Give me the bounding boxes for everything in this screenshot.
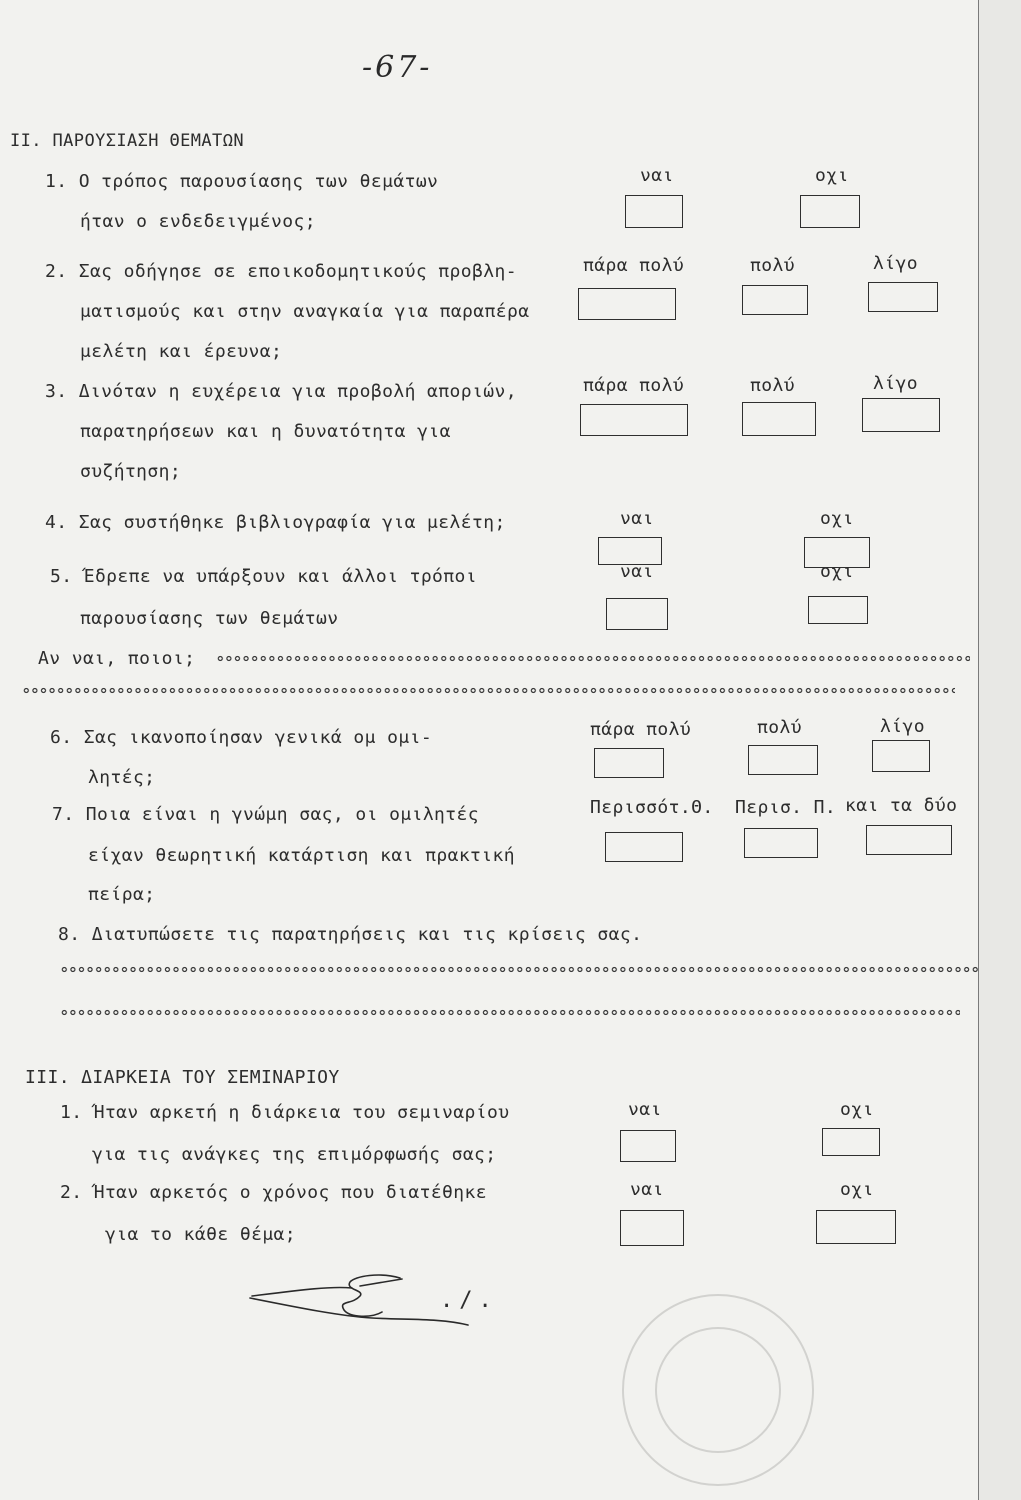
stamp [623,1295,813,1485]
q6-option-much-label: πολύ [757,717,802,738]
q5-option-no-label: οχι [820,561,854,582]
q3-text-line: συζήτηση; [80,461,182,482]
q7-text-line: πείρα; [88,884,156,905]
q3-option-much-label: πολύ [750,375,795,396]
q7-option-theory-label: Περισσότ.Θ. [590,797,714,818]
q3-text-line: 3. Δινόταν η ευχέρεια για προβολή αποριών, [45,381,517,402]
q5-text-line: 5. Έδρεπε να υπάρξουν και άλλοι τρόποι [50,566,478,587]
signature [250,1275,468,1325]
iii-q2-text-line: 2. Ήταν αρκετός ο χρόνος που διατέθηκε [60,1182,488,1203]
q2-text-line: ματισμούς και στην αναγκαία για παραπέρα [80,301,530,322]
q3-option-very-much-label: πάρα πολύ [583,375,685,396]
section-ii-heading: II. ΠΑΡΟΥΣΙΑΣΗ ΘΕΜΑΤΩΝ [10,131,244,151]
stamp-inner-ring [656,1328,780,1452]
q1-option-yes-label: ναι [640,165,674,186]
iii-q1-option-yes-label: ναι [628,1099,662,1120]
q6-text-line: λητές; [88,767,156,788]
q7-text-line: 7. Ποια είναι η γνώμη σας, οι ομιλητές [52,804,480,825]
q1-text-line: ήταν ο ενδεδειγμένος; [80,211,316,232]
q2-text-line: 2. Σας οδήγησε σε εποικοδομητικούς προβλη- [45,261,517,282]
stamp-outer-ring [623,1295,813,1485]
q6-option-little-label: λίγο [880,716,925,737]
q5-option-yes-label: ναι [620,561,654,582]
q4-option-yes-label: ναι [620,508,654,529]
q6-option-very-much-label: πάρα πολύ [590,719,692,740]
q2-text-line: μελέτη και έρευνα; [80,341,283,362]
q5-text-line: παρουσίασης των θεμάτων [80,608,339,629]
q1-option-no-label: οχι [815,165,849,186]
continuation-mark: ./. [440,1288,498,1313]
q2-option-much-label: πολύ [750,255,795,276]
iii-q2-option-yes-label: ναι [630,1179,664,1200]
q2-option-very-much-label: πάρα πολύ [583,255,685,276]
q3-option-little-label: λίγο [873,373,918,394]
iii-q1-text-line: για τις ανάγκες της επιμόρφωσής σας; [92,1144,497,1165]
iii-q1-option-no-label: οχι [840,1099,874,1120]
q6-text-line: 6. Σας ικανοποίησαν γενικά ομ ομι- [50,727,433,748]
page-number: -67- [362,50,433,85]
section-iii-heading: III. ΔΙΑΡΚΕΙΑ ΤΟΥ ΣΕΜΙΝΑΡΙΟΥ [25,1067,340,1088]
q8-text-line: 8. Διατυπώσετε τις παρατηρήσεις και τις κρίσεις σας. [58,924,643,945]
q7-option-both-label: και τα δύο [845,795,958,816]
q2-option-little-label: λίγο [873,253,918,274]
q7-text-line: είχαν θεωρητική κατάρτιση και πρακτική [88,845,516,866]
q1-text-line: 1. Ο τρόπος παρουσίασης των θεμάτων [45,171,439,192]
iii-q2-option-no-label: οχι [840,1179,874,1200]
q3-text-line: παρατηρήσεων και η δυνατότητα για [80,421,451,442]
q4-text-line: 4. Σας συστήθηκε βιβλιογραφία για μελέτη; [45,512,506,533]
iii-q2-text-line: για το κάθε θέμα; [105,1224,297,1245]
q5-followup-label: Αν ναι, ποιοι; [38,648,196,669]
iii-q1-text-line: 1. Ήταν αρκετή η διάρκεια του σεμιναρίου [60,1102,510,1123]
q7-option-practice-label: Περισ. Π. [735,797,837,818]
q4-option-no-label: οχι [820,508,854,529]
